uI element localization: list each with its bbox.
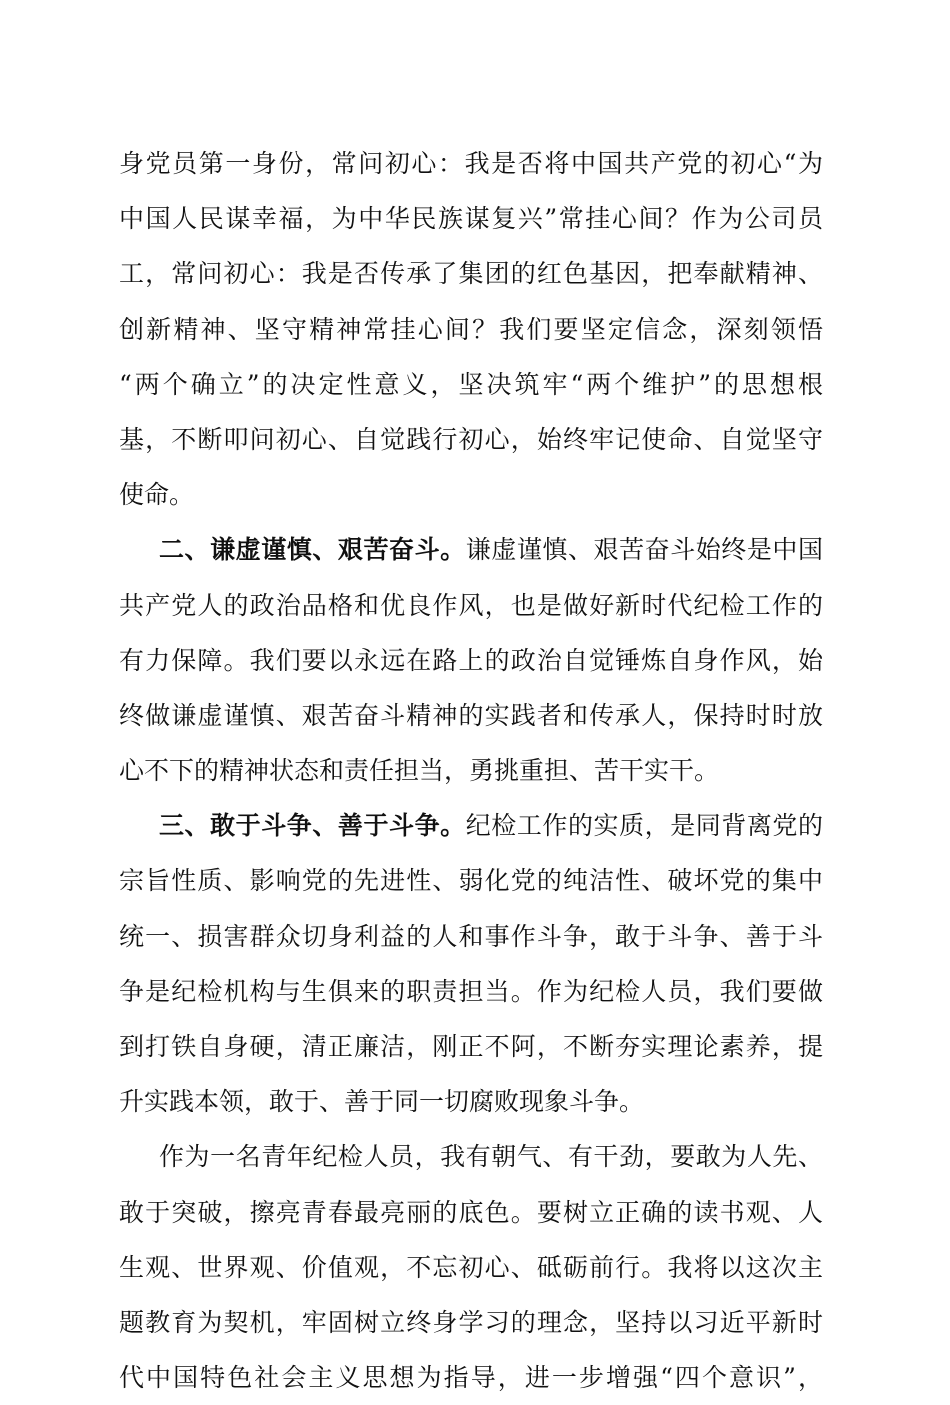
paragraph-line: 身党员第一身份，常问初心：我是否将中国共产党的初心“为 [119,149,823,178]
paragraph-line: 有力保障。我们要以永远在路上的政治自觉锤炼自身作风，始 [119,645,823,675]
section-heading: 三、敢于斗争、善于斗争。 [159,811,466,841]
paragraph-line: 统一、损害群众切身利益的人和事作斗争，敢于斗争、善于斗 [119,921,823,951]
paragraph-line: 升实践本领，敢于、善于同一切腐败现象斗争。 [119,1087,645,1117]
paragraph-line: 终做谦虚谨慎、艰苦奋斗精神的实践者和传承人，保持时时放 [119,700,823,730]
paragraph-line: “两个确立”的决定性意义，坚决筑牢“两个维护”的思想根 [119,369,823,399]
paragraph-text: 纪检工作的实质，是同背离党的 [465,811,823,841]
paragraph-3 [119,798,823,1129]
paragraph-line: 创新精神、坚守精神常挂心间？我们要坚定信念，深刻领悟 [119,314,823,344]
paragraph-line: 基，不断叩问初心、自觉践行初心，始终牢记使命、自觉坚守 [119,424,823,454]
paragraph-first-line [119,798,823,853]
paragraph-line: 工，常问初心：我是否传承了集团的红色基因，把奉献精神、 [119,259,823,289]
paragraph-2 [119,522,823,798]
paragraph-line: 到打铁自身硬，清正廉洁，刚正不阿，不断夯实理论素养，提 [119,1032,823,1061]
paragraph-line: 中国人民谋幸福，为中华民族谋复兴”常挂心间？作为公司员 [119,204,823,234]
paragraph-line: 生观、世界观、价值观，不忘初心、砥砺前行。我将以这次主 [119,1252,823,1282]
paragraph-line: 敢于突破，擦亮青春最亮丽的底色。要树立正确的读书观、人 [119,1197,823,1227]
paragraph-text: 谦虚谨慎、艰苦奋斗始终是中国 [465,535,823,565]
paragraph-line: 宗旨性质、影响党的先进性、弱化党的纯洁性、破坏党的集中 [119,866,823,896]
paragraph-line: 题教育为契机，牢固树立终身学习的理念，坚持以习近平新时 [119,1307,823,1337]
paragraph-first-line [119,522,823,577]
paragraph-line: 共产党人的政治品格和优良作风，也是做好新时代纪检工作的 [119,590,823,620]
paragraph-first-line: 作为一名青年纪检人员，我有朝气、有干劲，要敢为人先、 [159,1142,823,1172]
paragraph-line: 心不下的精神状态和责任担当，勇挑重担、苦干实干。 [119,756,720,786]
paragraph-4 [119,1129,823,1405]
paragraph-line: 代中国特色社会主义思想为指导，进一步增强“四个意识”， [119,1363,823,1393]
paragraph-line: 使命。 [119,480,195,510]
section-heading: 二、谦虚谨慎、艰苦奋斗。 [159,535,466,565]
paragraph-1 [119,136,823,522]
document-body [119,136,823,1405]
paragraph-line: 争是纪检机构与生俱来的职责担当。作为纪检人员，我们要做 [119,976,823,1006]
